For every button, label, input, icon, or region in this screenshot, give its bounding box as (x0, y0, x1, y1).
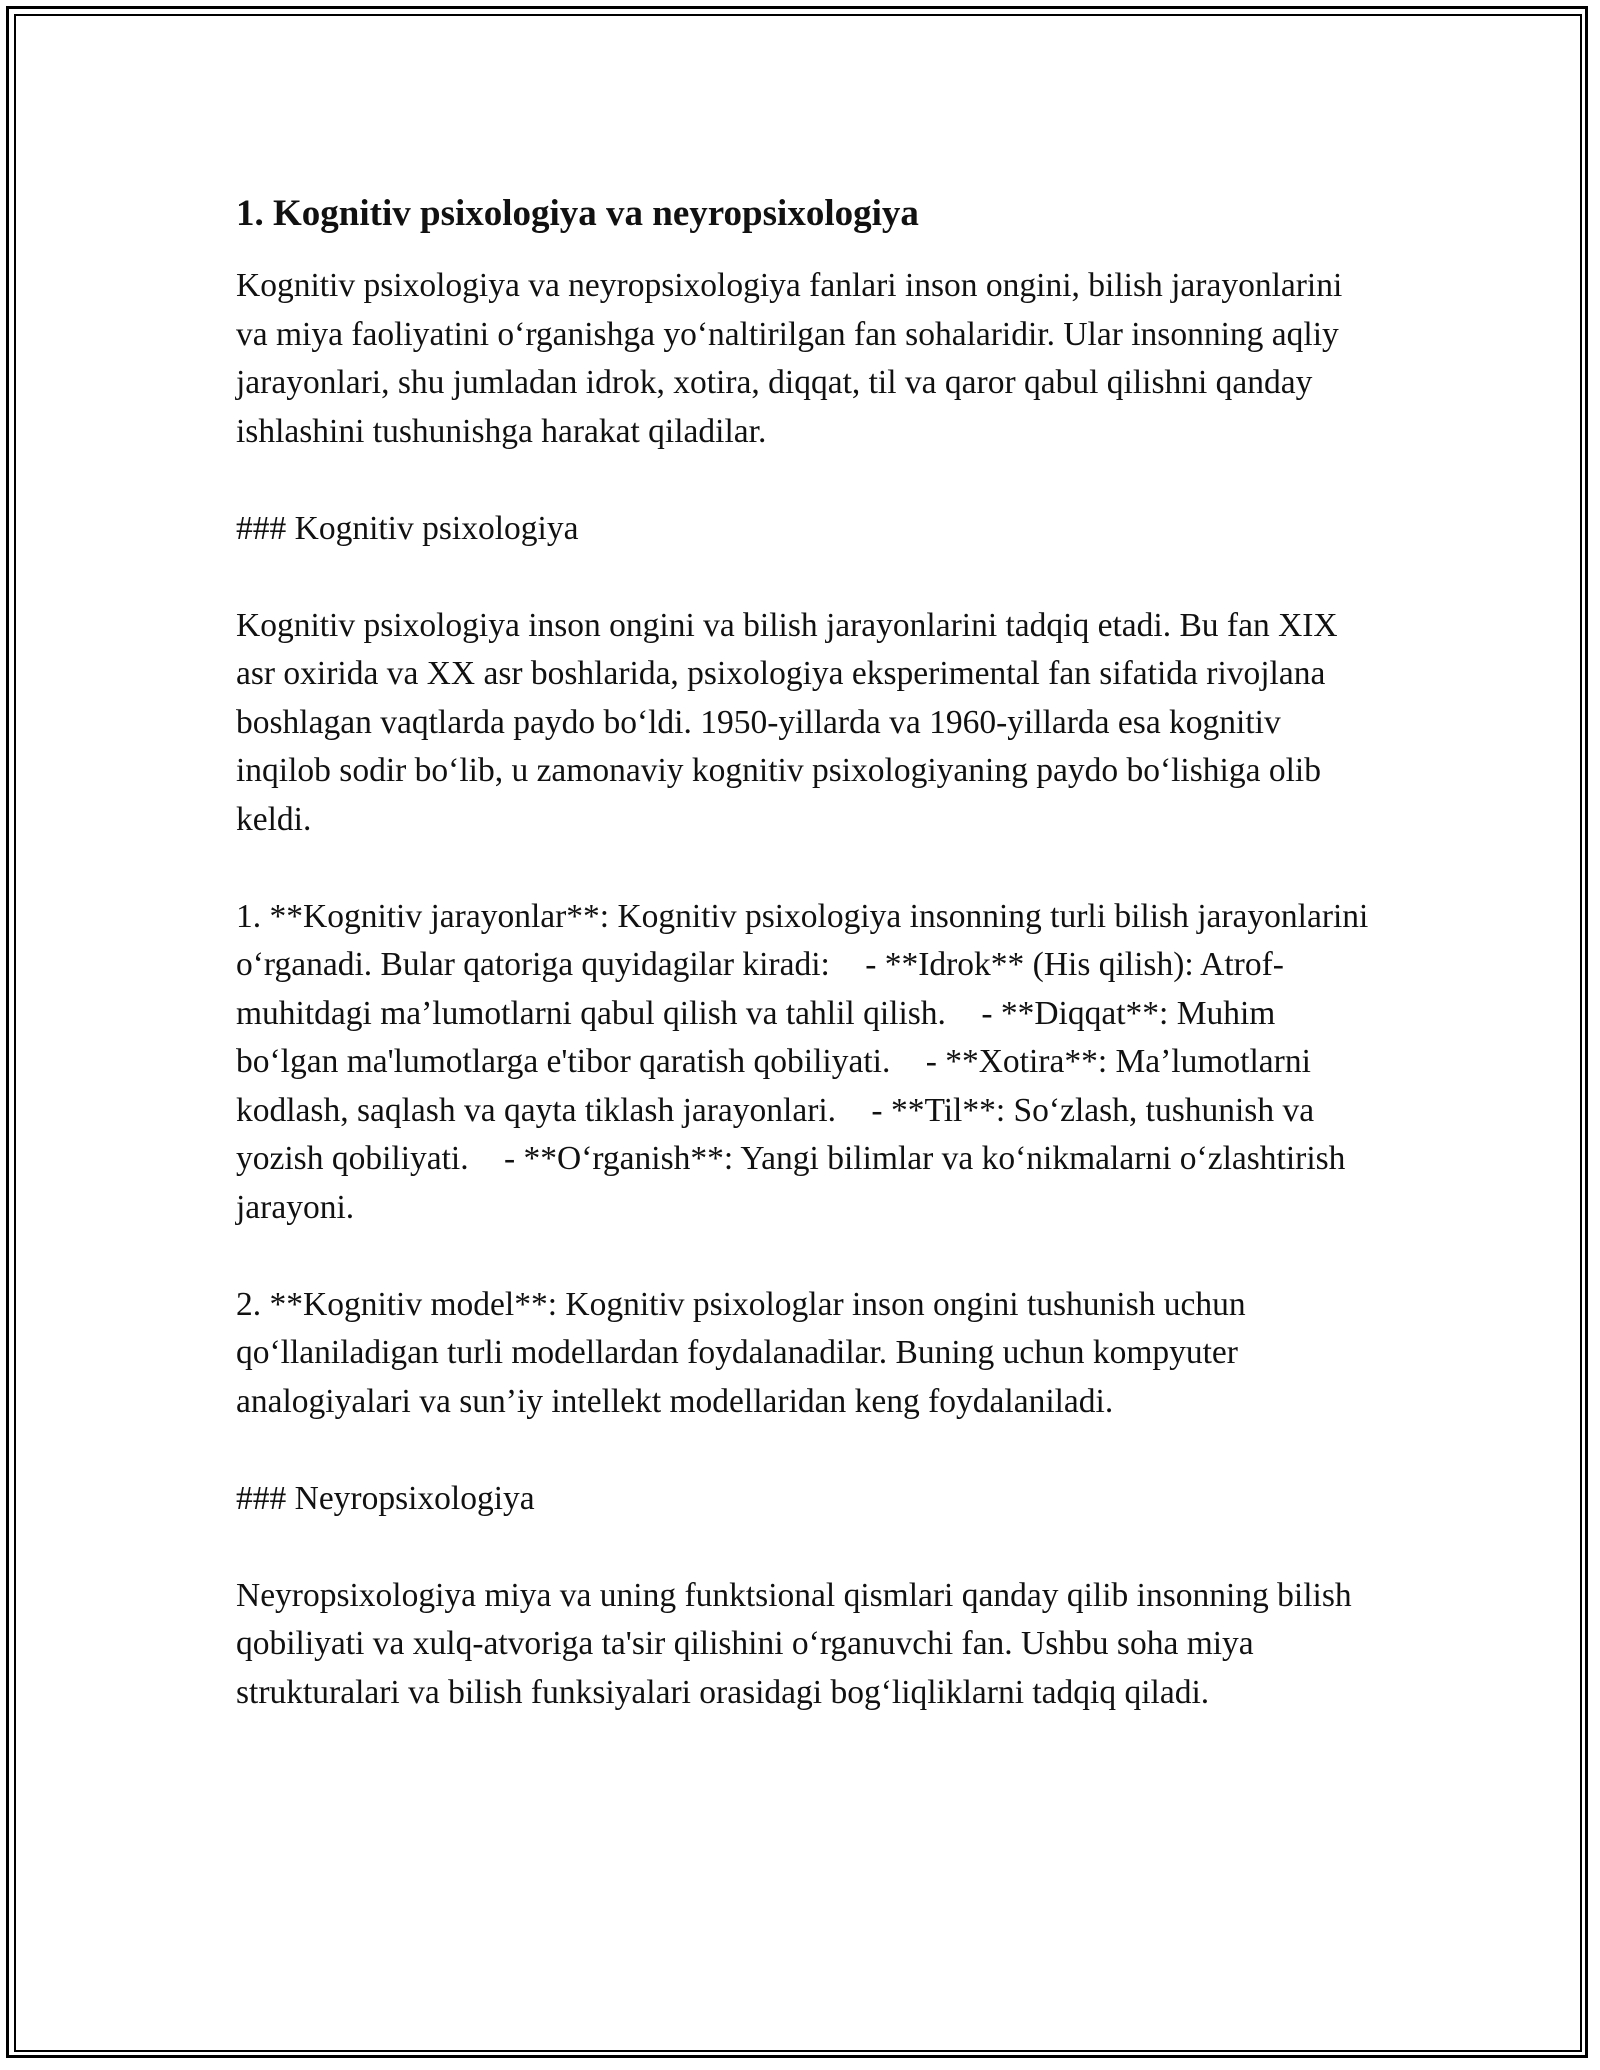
sub-item-diqqat: - **Diqqat**: Muhim bo‘lgan ma'lumotlarga e'tibor qaratish qobiliyati. (236, 994, 1276, 1080)
section-heading-kognitiv: ### Kognitiv psixologiya (236, 509, 579, 547)
sub-item-xotira: - **Xotira**: Ma’lumotlarni kodlash, saqlash va qayta tiklash jarayonlari. (236, 1043, 1311, 1129)
list-item-kognitiv-model: 2. **Kognitiv model**: Kognitiv psixologlar inson ongini tushunish uchun qo‘llaniladigan turli modellardan foydalanadilar. Buning uchun kompyuter analogiyalari va sun’iy intellekt modellaridan keng foydalaniladi. (236, 1285, 1246, 1420)
document-title: 1. Kognitiv psixologiya va neyropsixologiya (236, 193, 919, 234)
sub-item-idrok: - **Idrok** (His qilish): Atrof-muhitdagi ma’lumotlarni qabul qilish va (236, 946, 1284, 1032)
sub-item-idrok-continuation: tahlil qilish. (785, 994, 946, 1032)
list-item-kognitiv-jarayonlar (236, 893, 1376, 1233)
section-heading-neyropsixologiya: ### Neyropsixologiya (236, 1479, 535, 1517)
document-body (236, 188, 1376, 1766)
sub-item-til: - **Til**: So‘zlash, tushunish va yozish qobiliyati. (236, 1091, 1315, 1177)
intro-paragraph: Kognitiv psixologiya va neyropsixologiya fanlari inson ongini, bilish jarayonlarini va miya faoliyatini o‘rganishga yo‘naltirilgan fan sohalaridir. Ular insonning aqliy jarayonlari, shu jumladan idrok, xotira, diqqat, til va qaror qabul qilishni qanday ishlashini tushunishga harakat qiladilar. (236, 267, 1343, 450)
list-item-intro: 1. **Kognitiv jarayonlar**: Kognitiv psixologiya insonning turli bilish jarayonlarini o‘rganadi. Bular qatoriga quyidagilar kiradi: (236, 897, 1369, 983)
sub-item-organish: - **O‘rganish**: Yangi bilimlar va ko‘nikmalarni o‘zlashtirish jarayoni. (236, 1140, 1346, 1226)
kognitiv-paragraph: Kognitiv psixologiya inson ongini va bilish jarayonlarini tadqiq etadi. Bu fan XIX asr oxirida va XX asr boshlarida, psixologiya eksperimental fan sifatida rivojlana boshlagan vaqtlarda paydo bo‘ldi. 1950-yillarda va 1960-yillarda esa kognitiv inqilob sodir bo‘lib, u zamonaviy kognitiv psixologiyaning paydo bo‘lishiga olib keldi. (236, 606, 1338, 838)
neyropsixologiya-paragraph: Neyropsixologiya miya va uning funktsional qismlari qanday qilib insonning bilish qobiliyati va xulq-atvoriga ta'sir qilishini o‘rganuvchi fan. Ushbu soha miya strukturalari va bilish funksiyalari orasidagi bog‘liqliklarni tadqiq qiladi. (236, 1576, 1352, 1711)
